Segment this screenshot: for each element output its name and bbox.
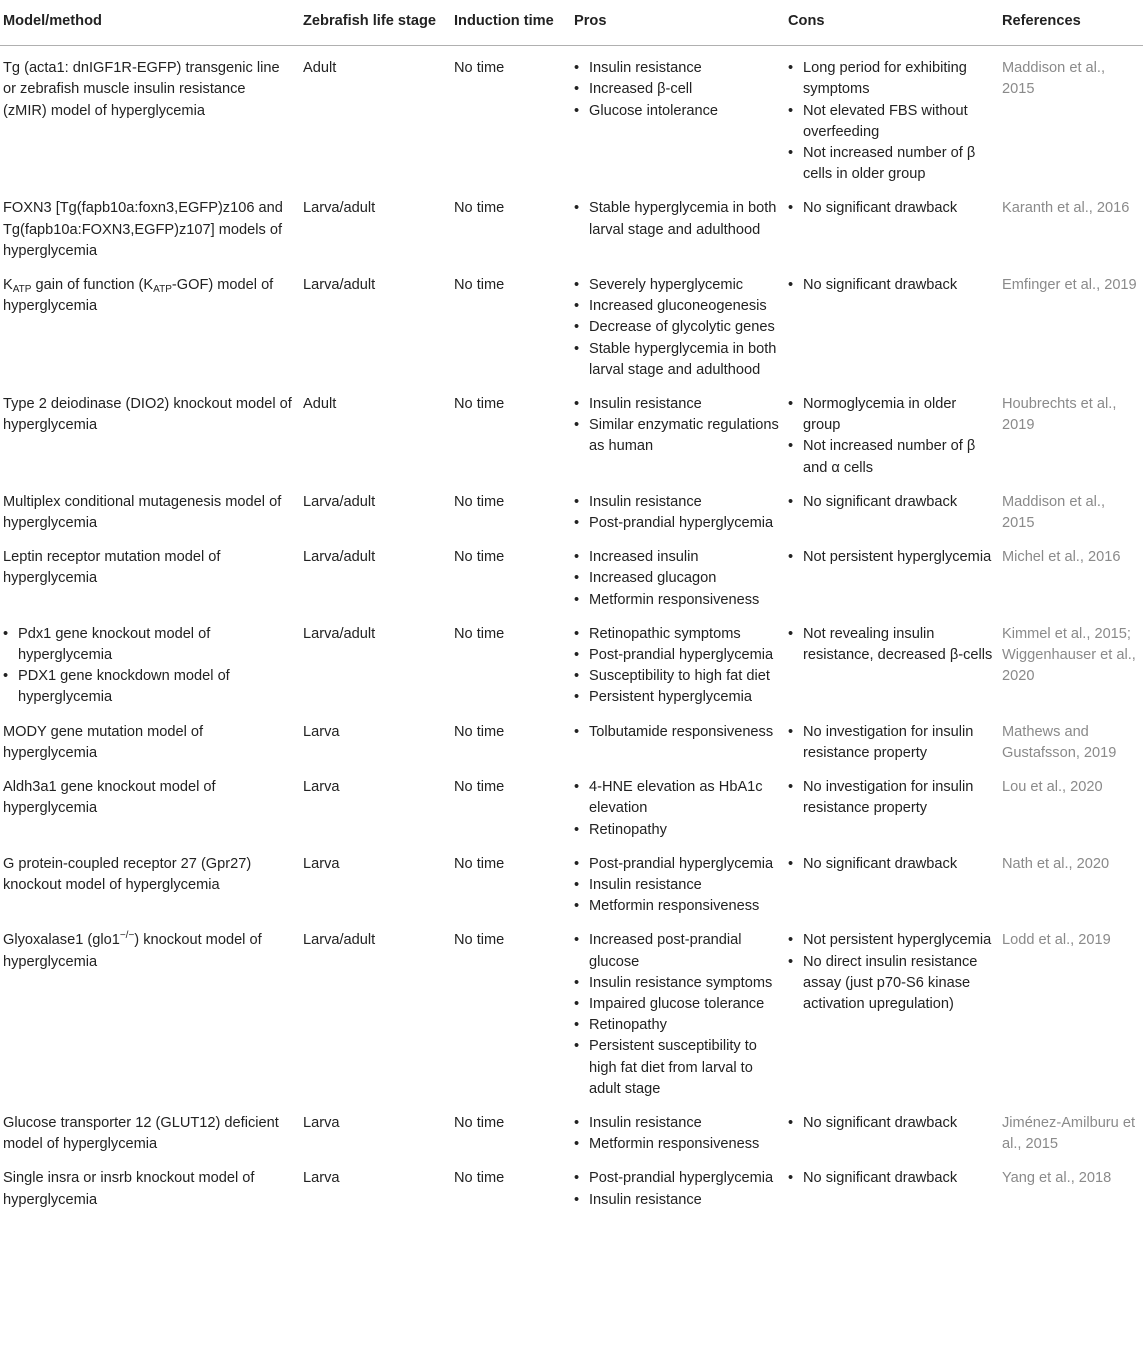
model-text: Type 2 deiodinase (DIO2) knockout model of hyperglycemia — [3, 396, 292, 434]
pros-cell — [574, 764, 788, 841]
model-cell — [0, 534, 303, 611]
pros-item: • Metformin responsiveness — [574, 590, 784, 611]
model-cell — [0, 917, 303, 1100]
cons-item: • Not persistent hyperglycemia — [788, 547, 994, 568]
cons-list — [788, 492, 994, 513]
pros-cell — [574, 479, 788, 534]
model-subscript: ATP — [12, 284, 32, 296]
pros-list — [574, 722, 784, 743]
induction-cell: No time — [454, 277, 505, 294]
induction-cell: No time — [454, 200, 505, 217]
stage-cell: Larva — [303, 779, 340, 796]
cons-cell — [788, 611, 1002, 709]
model-subscript: ATP — [153, 284, 172, 296]
model-text: Multiplex conditional mutagenesis model of hyperglycemia — [3, 493, 282, 532]
pros-list — [574, 198, 784, 240]
pros-cell — [574, 917, 788, 1100]
model-cell — [0, 611, 303, 709]
stage-cell: Larva — [303, 1170, 340, 1187]
model-superscript: −/− — [119, 930, 135, 942]
pros-item: • Insulin resistance — [574, 492, 784, 513]
cons-cell — [788, 46, 1002, 186]
table-body — [0, 46, 1143, 1211]
cons-list — [788, 547, 994, 568]
cons-cell — [788, 479, 1002, 534]
table-row — [0, 611, 1143, 709]
model-text: gain of function (K — [31, 277, 154, 294]
pros-cell — [574, 262, 788, 381]
model-cell — [0, 1100, 303, 1155]
pros-item: • Stable hyperglycemia in both larval stage and adulthood — [574, 339, 784, 381]
pros-item: • Persistent hyperglycemia — [574, 687, 784, 708]
table-row — [0, 917, 1143, 1100]
pros-item: • Glucose intolerance — [574, 101, 784, 122]
pros-item: • Insulin resistance — [574, 394, 784, 415]
stage-cell: Larva — [303, 1114, 340, 1131]
reference-cell: Maddison et al., 2015 — [1002, 493, 1106, 532]
pros-item: • Increased insulin — [574, 547, 784, 568]
cons-list — [788, 1113, 994, 1134]
pros-item: • Impaired glucose tolerance — [574, 994, 784, 1015]
stage-cell: Larva/adult — [303, 932, 376, 949]
stage-cell: Larva/adult — [303, 200, 376, 217]
cons-item: • Not persistent hyperglycemia — [788, 930, 994, 951]
cons-cell — [788, 185, 1002, 262]
stage-cell: Larva/adult — [303, 625, 376, 642]
model-text: Glyoxalase1 (glo1 — [3, 932, 120, 949]
model-text: -GOF) model of hyperglycemia — [3, 277, 274, 315]
model-cell — [0, 1155, 303, 1210]
reference-cell: Mathews and Gustafsson, 2019 — [1002, 723, 1117, 761]
model-item: • Pdx1 gene knockout model of hyperglycemia — [3, 624, 293, 666]
cons-list — [788, 394, 994, 479]
pros-item: • Similar enzymatic regulations as human — [574, 415, 784, 457]
model-cell — [0, 709, 303, 764]
pros-item: • Post-prandial hyperglycemia — [574, 1168, 784, 1189]
header-pros: Pros — [574, 0, 788, 46]
pros-list — [574, 547, 784, 611]
pros-item: • Post-prandial hyperglycemia — [574, 854, 784, 875]
table-row — [0, 709, 1143, 764]
pros-cell — [574, 534, 788, 611]
cons-list — [788, 930, 994, 1015]
stage-cell: Larva/adult — [303, 493, 376, 510]
model-cell — [0, 262, 303, 381]
model-text: Leptin receptor mutation model of hyperglycemia — [3, 549, 221, 587]
reference-cell: Houbrechts et al., 2019 — [1002, 396, 1117, 434]
model-cell — [0, 479, 303, 534]
pros-item: • Retinopathy — [574, 820, 784, 841]
cons-item: • No direct insulin resistance assay (just p70-S6 kinase activation upregulation) — [788, 952, 994, 1016]
cons-cell — [788, 381, 1002, 479]
reference-cell: Yang et al., 2018 — [1002, 1170, 1112, 1187]
reference-cell: Lou et al., 2020 — [1002, 779, 1103, 796]
pros-item: • Increased β-cell — [574, 79, 784, 100]
reference-cell: Emfinger et al., 2019 — [1002, 277, 1137, 294]
cons-item: • Normoglycemia in older group — [788, 394, 994, 436]
pros-list — [574, 58, 784, 122]
stage-cell: Larva/adult — [303, 549, 376, 566]
model-list — [3, 624, 293, 709]
pros-list — [574, 930, 784, 1100]
induction-cell: No time — [454, 723, 505, 740]
pros-list — [574, 492, 784, 534]
reference-cell: Maddison et al., 2015 — [1002, 60, 1106, 98]
pros-item: • Susceptibility to high fat diet — [574, 666, 784, 687]
stage-cell: Larva — [303, 855, 340, 872]
pros-cell — [574, 46, 788, 186]
induction-cell: No time — [454, 855, 505, 872]
pros-item: • Post-prandial hyperglycemia — [574, 645, 784, 666]
model-cell — [0, 764, 303, 841]
stage-cell: Adult — [303, 60, 337, 77]
induction-cell: No time — [454, 396, 505, 413]
cons-list — [788, 722, 994, 764]
table-row — [0, 1155, 1143, 1210]
cons-item: • No significant drawback — [788, 854, 994, 875]
table-row — [0, 841, 1143, 918]
pros-item: • Insulin resistance — [574, 875, 784, 896]
reference-cell: Jiménez-Amilburu et al., 2015 — [1002, 1114, 1136, 1153]
cons-list — [788, 198, 994, 219]
cons-cell — [788, 534, 1002, 611]
pros-list — [574, 854, 784, 918]
pros-cell — [574, 185, 788, 262]
cons-list — [788, 854, 994, 875]
cons-cell — [788, 841, 1002, 918]
induction-cell: No time — [454, 493, 505, 510]
cons-item: • No investigation for insulin resistance property — [788, 722, 994, 764]
model-text: G protein-coupled receptor 27 (Gpr27) knockout model of hyperglycemia — [3, 855, 252, 893]
cons-item: • Not elevated FBS without overfeeding — [788, 101, 994, 143]
cons-list — [788, 58, 994, 185]
pros-list — [574, 275, 784, 381]
reference-cell: Michel et al., 2016 — [1002, 549, 1121, 566]
cons-cell — [788, 262, 1002, 381]
pros-item: • Tolbutamide responsiveness — [574, 722, 784, 743]
cons-item: • Not increased number of β and α cells — [788, 436, 994, 478]
table-row — [0, 1100, 1143, 1155]
cons-item: • Not increased number of β cells in older group — [788, 143, 994, 185]
reference-cell: Lodd et al., 2019 — [1002, 932, 1111, 949]
induction-cell: No time — [454, 779, 505, 796]
table-row — [0, 764, 1143, 841]
header-induction: Induction time — [454, 0, 574, 46]
cons-cell — [788, 1155, 1002, 1210]
induction-cell: No time — [454, 1170, 505, 1187]
header-stage: Zebrafish life stage — [303, 0, 454, 46]
pros-item: • Metformin responsiveness — [574, 1134, 784, 1155]
pros-list — [574, 777, 784, 841]
pros-item: • Post-prandial hyperglycemia — [574, 513, 784, 534]
pros-item: • Insulin resistance — [574, 1190, 784, 1211]
pros-cell — [574, 1100, 788, 1155]
header-model: Model/method — [0, 0, 303, 46]
cons-list — [788, 275, 994, 296]
model-text: ) knockout model of hyperglycemia — [3, 932, 262, 970]
pros-item: • Retinopathy — [574, 1015, 784, 1036]
pros-item: • Increased glucagon — [574, 568, 784, 589]
model-cell — [0, 381, 303, 479]
pros-cell — [574, 841, 788, 918]
table-row — [0, 479, 1143, 534]
table-row — [0, 381, 1143, 479]
header-row — [0, 0, 1143, 46]
cons-list — [788, 624, 994, 666]
pros-cell — [574, 709, 788, 764]
pros-item: • Retinopathic symptoms — [574, 624, 784, 645]
induction-cell: No time — [454, 625, 505, 642]
pros-item: • Persistent susceptibility to high fat diet from larval to adult stage — [574, 1036, 784, 1100]
pros-item: • Increased post-prandial glucose — [574, 930, 784, 972]
model-cell — [0, 46, 303, 186]
cons-cell — [788, 709, 1002, 764]
pros-item: • 4-HNE elevation as HbA1c elevation — [574, 777, 784, 819]
table-row — [0, 185, 1143, 262]
cons-item: • No significant drawback — [788, 492, 994, 513]
cons-list — [788, 1168, 994, 1189]
induction-cell: No time — [454, 932, 505, 949]
pros-list — [574, 1113, 784, 1155]
reference-cell: Kimmel et al., 2015; Wiggenhauser et al., 2020 — [1002, 625, 1136, 685]
cons-item: • Not revealing insulin resistance, decreased β-cells — [788, 624, 994, 666]
model-text: K — [3, 277, 13, 294]
pros-item: • Insulin resistance — [574, 1113, 784, 1134]
pros-item: • Metformin responsiveness — [574, 896, 784, 917]
cons-item: • Long period for exhibiting symptoms — [788, 58, 994, 100]
model-item: • PDX1 gene knockdown model of hyperglycemia — [3, 666, 293, 708]
reference-cell: Karanth et al., 2016 — [1002, 200, 1130, 217]
pros-item: • Increased gluconeogenesis — [574, 296, 784, 317]
table-row — [0, 534, 1143, 611]
pros-item: • Severely hyperglycemic — [574, 275, 784, 296]
pros-cell — [574, 1155, 788, 1210]
pros-list — [574, 624, 784, 709]
model-cell — [0, 185, 303, 262]
pros-cell — [574, 381, 788, 479]
induction-cell: No time — [454, 60, 505, 77]
cons-item: • No significant drawback — [788, 1168, 994, 1189]
cons-item: • No significant drawback — [788, 275, 994, 296]
model-text: Single insra or insrb knockout model of hyperglycemia — [3, 1170, 255, 1208]
reference-cell: Nath et al., 2020 — [1002, 855, 1110, 872]
pros-list — [574, 1168, 784, 1210]
pros-item: • Insulin resistance symptoms — [574, 973, 784, 994]
model-cell — [0, 841, 303, 918]
pros-list — [574, 394, 784, 458]
cons-cell — [788, 1100, 1002, 1155]
cons-cell — [788, 917, 1002, 1100]
cons-list — [788, 777, 994, 819]
model-text: Aldh3a1 gene knockout model of hyperglycemia — [3, 779, 216, 817]
header-cons: Cons — [788, 0, 1002, 46]
stage-cell: Larva/adult — [303, 277, 376, 294]
induction-cell: No time — [454, 549, 505, 566]
stage-cell: Larva — [303, 723, 340, 740]
model-text: Glucose transporter 12 (GLUT12) deficient model of hyperglycemia — [3, 1114, 279, 1153]
model-text: MODY gene mutation model of hyperglycemia — [3, 723, 204, 761]
table-row — [0, 46, 1143, 186]
cons-item: • No significant drawback — [788, 198, 994, 219]
pros-item: • Decrease of glycolytic genes — [574, 317, 784, 338]
table-row — [0, 262, 1143, 381]
header-references: References — [1002, 0, 1143, 46]
stage-cell: Adult — [303, 396, 337, 413]
pros-item: • Insulin resistance — [574, 58, 784, 79]
induction-cell: No time — [454, 1114, 505, 1131]
cons-item: • No investigation for insulin resistance property — [788, 777, 994, 819]
model-text: Tg (acta1: dnIGF1R-EGFP) transgenic line or zebrafish muscle insulin resistance (zMIR) model of hyperglycemia — [3, 60, 280, 119]
pros-item: • Stable hyperglycemia in both larval stage and adulthood — [574, 198, 784, 240]
cons-cell — [788, 764, 1002, 841]
model-text: FOXN3 [Tg(fapb10a:foxn3,EGFP)z106 and Tg(fapb10a:FOXN3,EGFP)z107] models of hyperglycemia — [3, 200, 283, 259]
pros-cell — [574, 611, 788, 709]
cons-item: • No significant drawback — [788, 1113, 994, 1134]
